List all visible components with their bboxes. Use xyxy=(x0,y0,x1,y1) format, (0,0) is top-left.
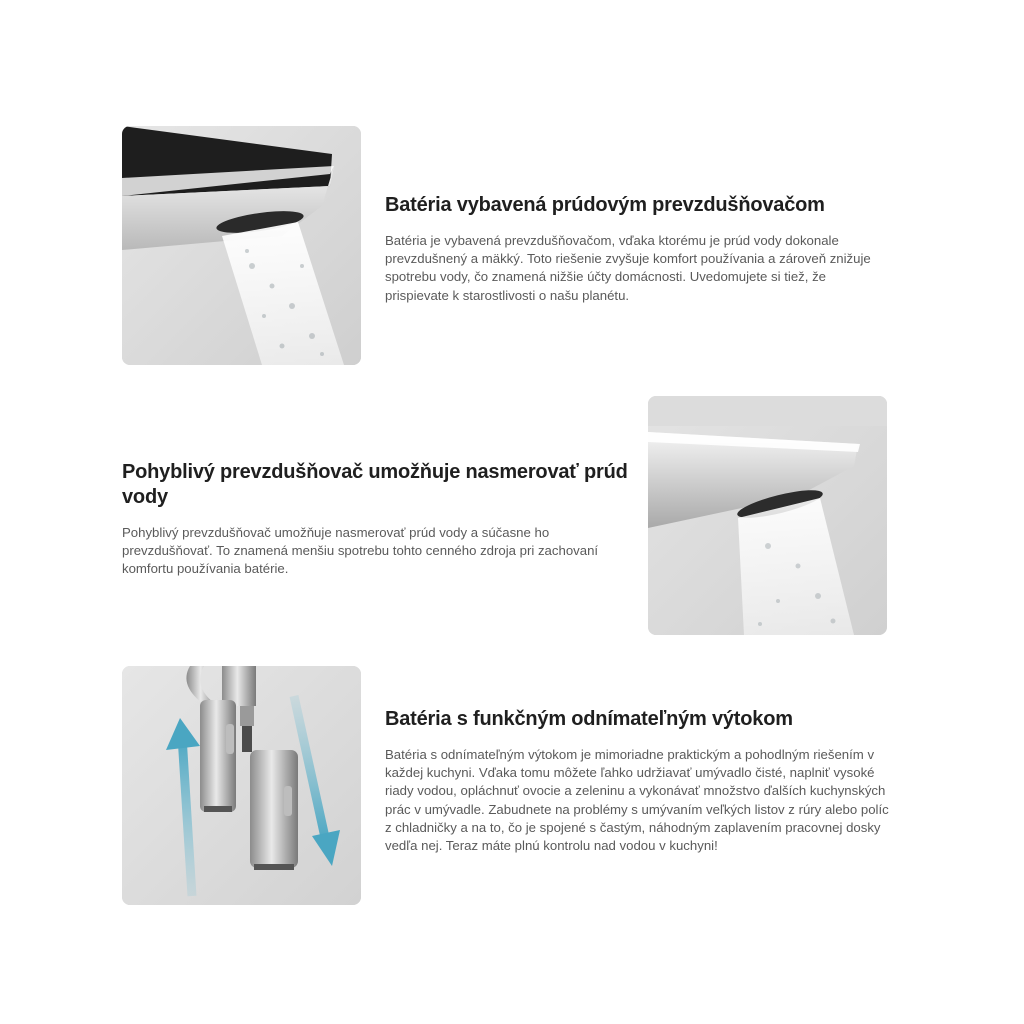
pull-out-spout-photo xyxy=(122,666,361,905)
faucet-aerator-image xyxy=(122,126,361,365)
feature-movable-aerator-body: Pohyblivý prevzdušňovač umožňuje nasmerovať prúd vody a súčasne ho prevzdušňovať. To znamená menšiu spotrebu tohto cenného zdroja pri zachovaní komfortu používania batérie. xyxy=(122,525,599,577)
feature-movable-aerator-text xyxy=(122,460,632,579)
feature-aerator-title: Batéria vybavená prúdovým prevzdušňovačom xyxy=(385,194,825,216)
feature-aerator-body: Batéria je vybavená prevzdušňovačom, vďaka ktorému je prúd vody dokonale prevzdušnený a mäkký. Toto riešenie zvyšuje komfort používania a zároveň znižuje spotrebu vody, čo znamená nižšie účty domácnosti. Uvedomujete si tiež, že prispievate k starostlivosti o našu planétu. xyxy=(385,233,871,303)
movable-aerator-image xyxy=(648,396,887,635)
feature-pull-out-spout-body: Batéria s odnímateľným výtokom je mimoriadne praktickým a pohodlným riešením v každej kuchyni. Vďaka tomu môžete ľahko udržiavať umývadlo čisté, naplniť vysoké riady vodou, opláchnuť ovocie a zeleninu a vykonávať množstvo ďalších kuchynských prác v umývadle. Zabudnete na problémy s umývaním veľkých listov z rúry alebo políc z chladničky a na to, čo je spojené s častým, náhodným zaplavením pracovnej dosky vedľa nej. Teraz máte plnú kontrolu nad vodou v kuchyni! xyxy=(385,747,889,854)
movable-aerator-photo xyxy=(648,396,887,635)
pull-out-spout-image xyxy=(122,666,361,905)
feature-movable-aerator-title: Pohyblivý prevzdušňovač umožňuje nasmerovať prúd vody xyxy=(122,461,628,508)
feature-pull-out-spout-text xyxy=(385,707,890,855)
aerator-photo xyxy=(122,126,361,365)
feature-pull-out-spout-title: Batéria s funkčným odnímateľným výtokom xyxy=(385,708,793,730)
feature-aerator-text xyxy=(385,193,890,305)
